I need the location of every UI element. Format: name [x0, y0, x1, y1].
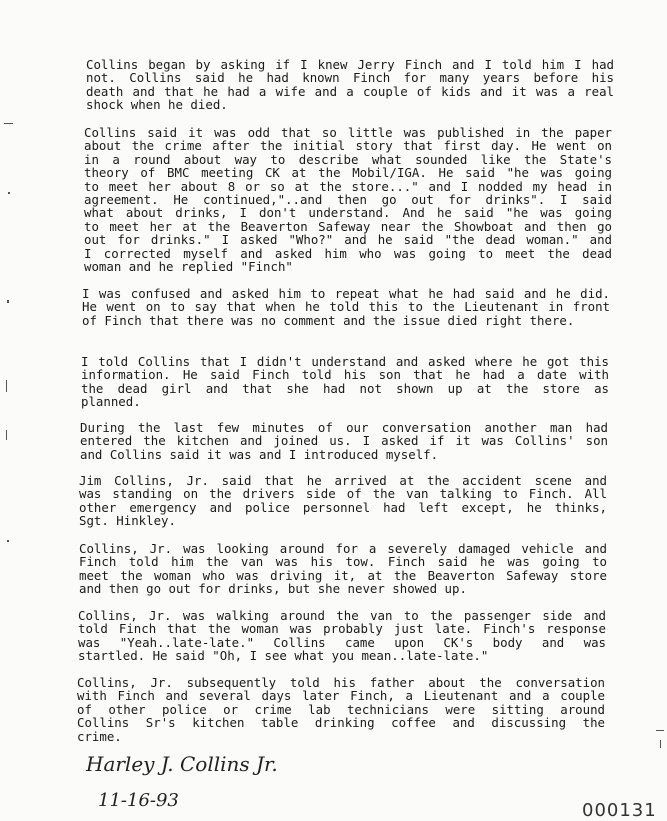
margin-mark — [660, 740, 661, 748]
paragraph: Collins began by asking if I knew Jerry Finch and I told him I had not. Collins said he had known Finch for many years before his death and that he had a wife and a couple of kids and it was a real shock when he died. — [86, 57, 614, 113]
paragraph: I told Collins that I didn't understand and asked where he got this information. He said Finch told his son that he had a date with the dead girl and that she had not shown up at the store as planned. — [81, 354, 609, 410]
paragraph: Collins, Jr. was walking around the van to the passenger side and told Finch that the woman was probably just late. Finch's response was "Yeah..late-late." Collins came upon CK's body and was startled. He said "Oh, I see what you mean..late-late." — [78, 608, 606, 664]
margin-mark — [4, 123, 13, 124]
paragraph: I was confused and asked him to repeat what he had said and he did. He went on to say that when he told this to the Lieutenant in front of Finch that there was no comment and the issue died right there. — [82, 286, 610, 328]
handwritten-date: 11-16-93 — [98, 790, 179, 811]
paragraph: Collins, Jr. subsequently told his father about the conversation with Finch and several days later Finch, a Lieutenant and a couple of other police or crime lab technicians were sitting around Collins Sr's kitchen table drinking coffee and discussing the crime. — [77, 675, 605, 744]
margin-mark — [6, 430, 7, 440]
paragraph: Jim Collins, Jr. said that he arrived at the accident scene and was standing on the drivers side of the van talking to Finch. All other emergency and police personnel had left except, he thinks, Sgt. Hinkley. — [79, 473, 607, 529]
page-number: 000131 — [582, 800, 657, 821]
handwritten-signature: Harley J. Collins Jr. — [86, 752, 278, 776]
paragraph: Collins, Jr. was looking around for a severely damaged vehicle and Finch told him the van was his tow. Finch said he was going to meet the woman who was driving it, at the Beaverton Safeway store and then go out for drinks, but she never showed up. — [79, 541, 607, 597]
margin-mark — [7, 300, 9, 303]
margin-mark — [7, 540, 9, 542]
margin-mark — [8, 192, 10, 194]
paragraph: During the last few minutes of our conversation another man had entered the kitchen and joined us. I asked if it was Collins' son and Collins said it was and I introduced myself. — [80, 420, 608, 462]
margin-mark — [656, 730, 664, 731]
paragraph: Collins said it was odd that so little was published in the paper about the crime after the initial story that first day. He went on in a round about way to describe what sounded like the State's theory of BMC meeting CK at the Mobil/IGA. He said "he was going to meet her about 8 or so at the store..." and I nodded my head in agreement. He continued,"..and then go out for drinks". I said what about drinks, I don't understand. And he said "he was going to meet her at the Beaverton Safeway near the Showboat and then go out for drinks." I asked "Who?" and he said "the dead woman." and I corrected myself and asked him who was going to meet the dead woman and he replied "Finch" — [84, 125, 612, 275]
margin-mark — [6, 380, 7, 392]
